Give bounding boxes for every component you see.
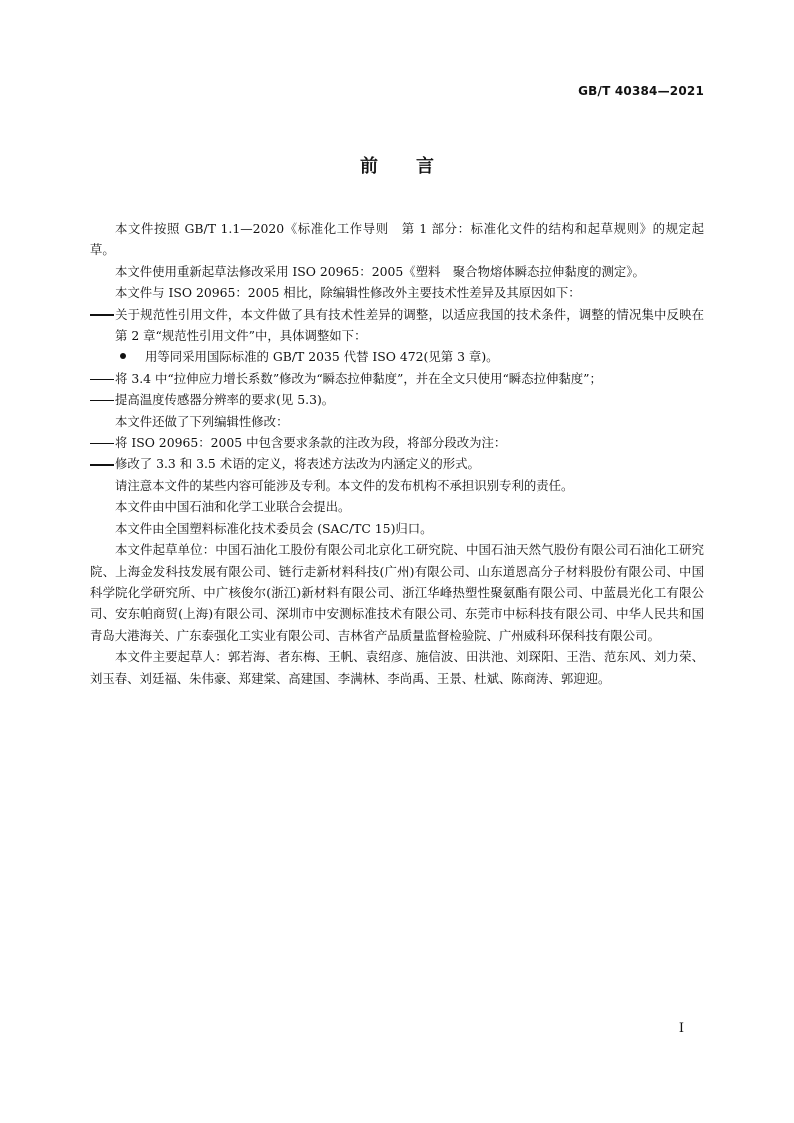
bullet-dot-icon <box>120 353 126 359</box>
paragraph-adoption: 本文件使用重新起草法修改采用 ISO 20965：2005《塑料 聚合物熔体瞬态拉伸黏度的测定》。 <box>115 263 645 279</box>
dash-mark <box>90 368 115 389</box>
page-title: 前言 <box>360 156 472 177</box>
paragraph-proposer: 本文件由中国石油和化学工业联合会提出。 <box>115 499 351 515</box>
paragraph-drafting-rules: 本文件按照 GB/T 1.1—2020《标准化工作导则 第 1 部分：标准化文件的结构和起草规则》的规定起草。 <box>90 221 704 258</box>
dash-mark <box>90 432 115 453</box>
dash-item-term-change <box>90 368 704 389</box>
dash-item-sensor-resolution <box>90 389 704 410</box>
document-body <box>90 218 704 689</box>
dash-item-text: 提高温度传感器分辨率的要求(见 5.3)。 <box>115 392 335 408</box>
bullet-item-gbt2035 <box>90 346 704 367</box>
bullet-item-text: 用等同采用国际标准的 GB/T 2035 代替 ISO 472(见第 3 章)。 <box>145 349 499 365</box>
paragraph-committee: 本文件由全国塑料标准化技术委员会 (SAC/TC 15)归口。 <box>115 520 433 536</box>
dash-mark <box>90 389 115 410</box>
paragraph-patent-notice: 请注意本文件的某些内容可能涉及专利。本文件的发布机构不承担识别专利的责任。 <box>115 477 574 493</box>
dash-item-text: 将 3.4 中“拉伸应力增长系数”修改为“瞬态拉伸黏度”，并在全文只使用“瞬态拉伸黏度”； <box>115 370 602 386</box>
dash-item-notes-to-paragraphs <box>90 432 704 453</box>
dash-item-normative-references <box>90 304 704 347</box>
dash-mark <box>90 304 115 325</box>
standard-code: GB/T 40384—2021 <box>578 84 704 98</box>
paragraph-technical-differences: 本文件与 ISO 20965：2005 相比，除编辑性修改外主要技术性差异及其原因如下： <box>115 285 581 301</box>
dash-item-text: 修改了 3.3 和 3.5 术语的定义，将表述方法改为内涵定义的形式。 <box>115 456 480 472</box>
dash-item-definitions <box>90 453 704 474</box>
dash-mark <box>90 453 115 474</box>
paragraph-drafting-units: 本文件起草单位：中国石油化工股份有限公司北京化工研究院、中国石油天然气股份有限公司石油化工研究院、上海金发科技发展有限公司、链行走新材料科技(广州)有限公司、山东道恩高分子材料股份有限公司、中国科学院化学研究所、中广核俊尔(浙江)新材料有限公司、浙江华峰热塑性聚氨酯有限公司、中蓝晨光化工有限公司、安东帕商贸(上海)有限公司、深圳市中安测标准技术有限公司、东莞市中标科技有限公司、中华人民共和国青岛大港海关、广东泰强化工实业有限公司、吉林省产品质量监督检验院、广州威科环保科技有限公司。 <box>90 542 704 643</box>
paragraph-editorial-changes: 本文件还做了下列编辑性修改： <box>115 413 289 429</box>
dash-item-text: 将 ISO 20965：2005 中包含要求条款的注改为段，将部分段改为注： <box>115 435 507 451</box>
paragraph-drafters: 本文件主要起草人：郭若海、者东梅、王帆、袁绍彦、施信波、田洪池、刘琛阳、王浩、范东风、刘力荣、刘玉春、刘廷福、朱伟豪、郑建棠、高建国、李满林、李尚禹、王景、杜斌、陈商涛、郭迎迎。 <box>90 649 704 686</box>
page-number: I <box>678 1021 684 1036</box>
dash-item-text: 关于规范性引用文件，本文件做了具有技术性差异的调整，以适应我国的技术条件，调整的情况集中反映在第 2 章“规范性引用文件”中，具体调整如下： <box>115 306 704 344</box>
